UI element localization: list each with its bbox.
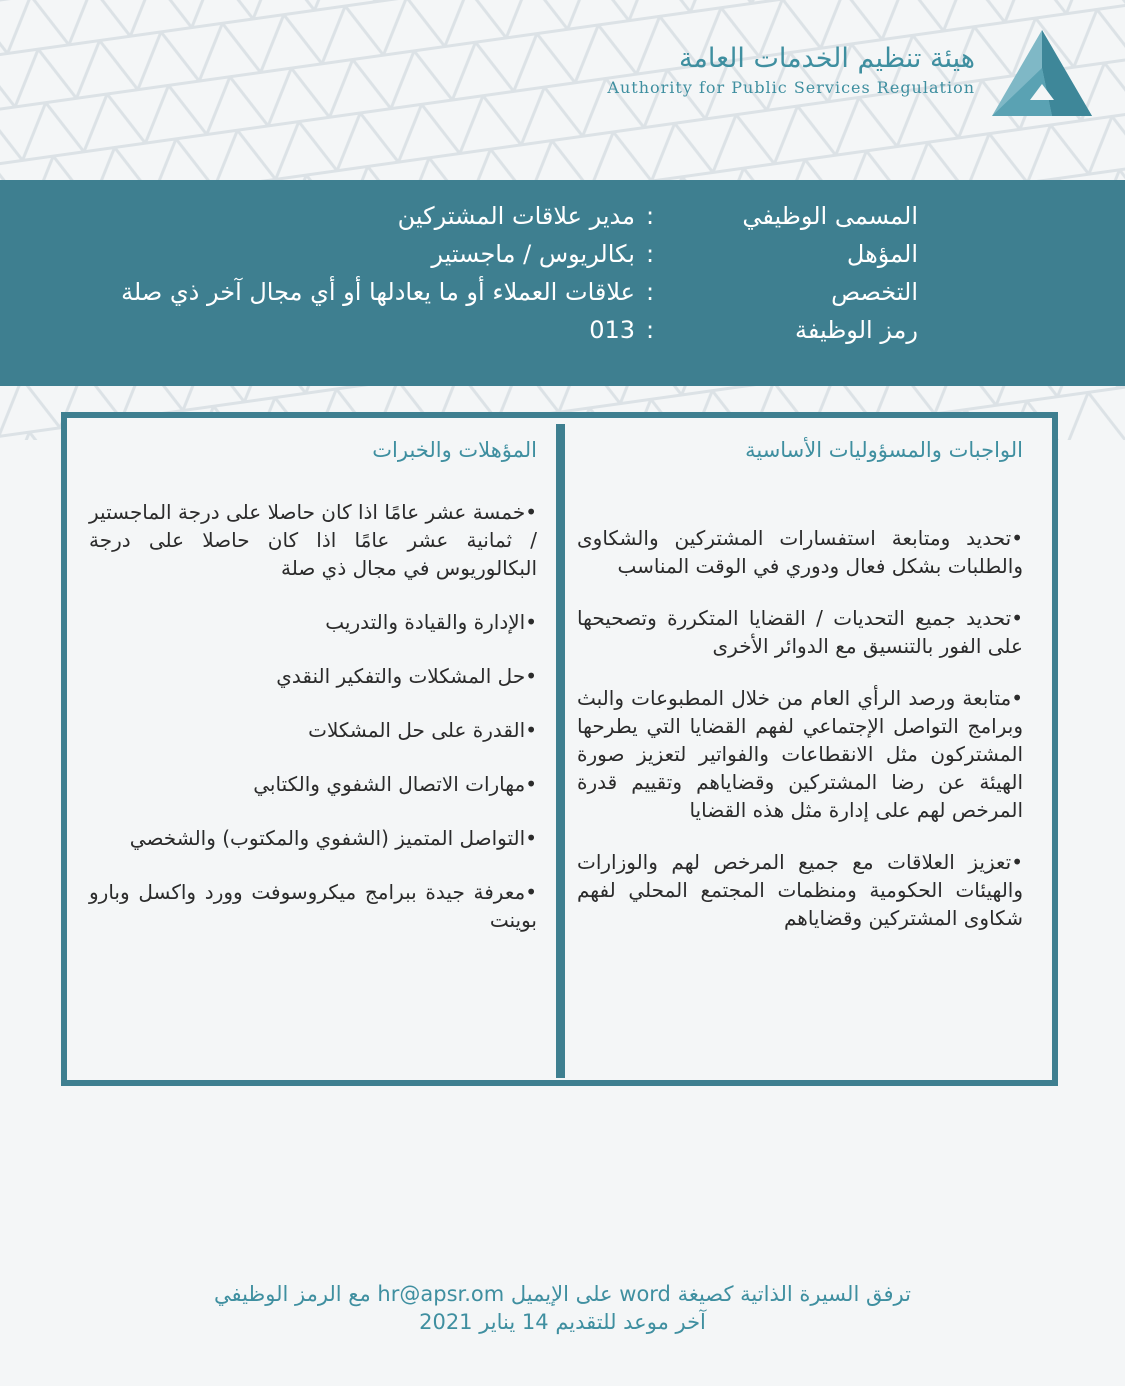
- job-code-colon: :: [646, 316, 655, 344]
- org-name-arabic: هيئة تنظيم الخدمات العامة: [678, 43, 975, 74]
- job-title-label: المسمى الوظيفي: [742, 202, 918, 230]
- duty-item: •تحديد جميع التحديات / القضايا المتكررة وتصحيحها على الفور بالتنسيق مع الدوائر الأخرى: [577, 606, 1023, 658]
- qualification-label: المؤهل: [846, 240, 918, 268]
- qualifications-list: [89, 498, 537, 934]
- qualification-item: •التواصل المتميز (الشفوي والمكتوب) والشخصي: [129, 826, 537, 850]
- job-title-row: [0, 202, 1125, 240]
- job-info-band: [0, 180, 1125, 386]
- qualification-colon: :: [646, 240, 655, 268]
- qualification-item: •معرفة جيدة ببرامج ميكروسوفت وورد واكسل وبارو بوينت: [89, 880, 537, 932]
- duties-list: [577, 524, 1023, 932]
- job-code-value: 013: [589, 316, 635, 344]
- qualification-item: •خمسة عشر عامًا اذا كان حاصلا على درجة الماجستير / ثمانية عشر عامًا اذا كان حاصلا على درجة البكالوريوس في مجال ذي صلة: [89, 500, 537, 580]
- header: [0, 0, 1125, 170]
- job-code-row: [0, 316, 1125, 354]
- qualification-item: •حل المشكلات والتفكير النقدي: [276, 664, 537, 688]
- job-code-label: رمز الوظيفة: [794, 316, 918, 344]
- duty-item: •تحديد ومتابعة استفسارات المشتركين والشكاوى والطلبات بشكل فعال ودوري في الوقت المناسب: [577, 526, 1023, 578]
- job-title-value: مدير علاقات المشتركين: [397, 202, 635, 230]
- duty-item: •تعزيز العلاقات مع جميع المرخص لهم والوزارات والهيئات الحكومية ومنظمات المجتمع المحلي لفهم شكاوى المشتركين وقضاياهم: [577, 850, 1023, 930]
- qualification-item: •القدرة على حل المشكلات: [308, 718, 537, 742]
- qualifications-title: المؤهلات والخبرات: [372, 438, 537, 462]
- application-instructions: ترفق السيرة الذاتية كصيغة word على الإيميل hr@apsr.om مع الرمز الوظيفي: [214, 1282, 911, 1306]
- specialization-label: التخصص: [831, 278, 918, 306]
- duties-column: [577, 438, 1023, 932]
- footer: [0, 1280, 1125, 1336]
- specialization-colon: :: [646, 278, 655, 306]
- logo-text: [607, 42, 975, 97]
- job-title-colon: :: [646, 202, 655, 230]
- specialization-row: [0, 278, 1125, 316]
- duties-title: الواجبات والمسؤوليات الأساسية: [745, 438, 1023, 462]
- qualification-item: •مهارات الاتصال الشفوي والكتابي: [253, 772, 537, 796]
- qualification-row: [0, 240, 1125, 278]
- org-name-english: Authority for Public Services Regulation: [607, 78, 975, 97]
- qualification-value: بكالريوس / ماجستير: [431, 240, 635, 268]
- qualifications-column: [89, 438, 537, 934]
- column-divider: [556, 424, 565, 1078]
- triangle-logo-icon: [990, 28, 1094, 120]
- specialization-value: علاقات العملاء أو ما يعادلها أو أي مجال آخر ذي صلة: [121, 278, 635, 306]
- duty-item: •متابعة ورصد الرأي العام من خلال المطبوعات والبث وبرامج التواصل الإجتماعي لفهم القضايا التي يطرحها المشتركون مثل الانقطاعات والفواتير لتعزيز صورة الهيئة عن رضا المشتركين وقضاياهم وتقييم قدرة المرخص لهم على إدارة مثل هذه القضايا: [577, 686, 1023, 822]
- application-deadline: آخر موعد للتقديم 14 يناير 2021: [419, 1310, 706, 1334]
- qualification-item: •الإدارة والقيادة والتدريب: [325, 610, 537, 634]
